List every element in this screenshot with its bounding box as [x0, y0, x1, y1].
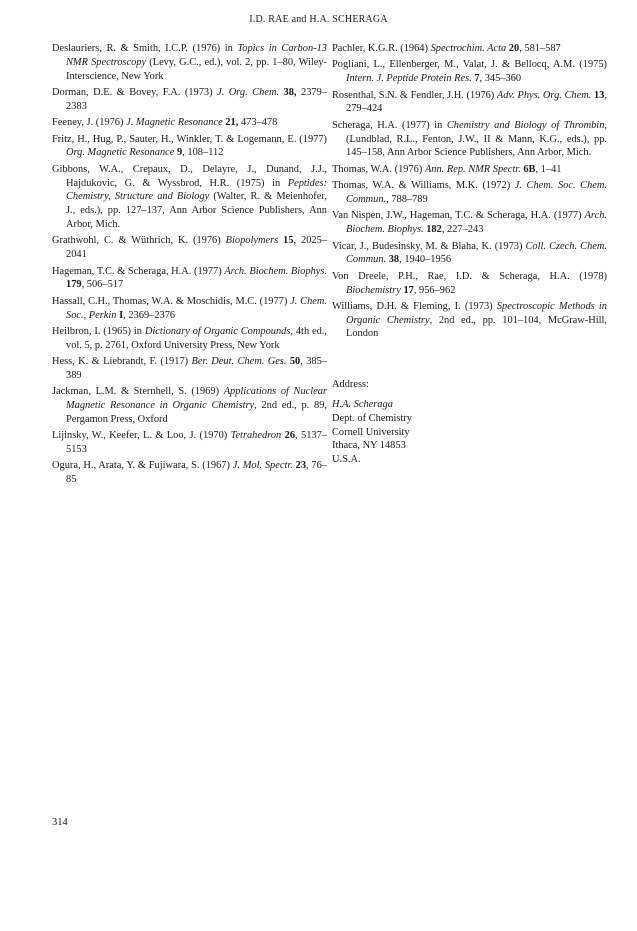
reference-title: Biopolymers [225, 235, 279, 247]
reference-text: , 385–389 [66, 356, 327, 381]
reference-text: Thomas, W.A. (1976) [332, 163, 425, 175]
reference-entry [332, 209, 607, 237]
reference-text: , 2nd ed., pp. 101–104, McGraw-Hill, London [346, 314, 608, 340]
reference-entry [332, 119, 607, 160]
reference-title: Intern. J. Peptide Protein Res. [346, 73, 472, 85]
reference-text: Ogura, H., Arata, Y. & Fujiwara, S. (1967) [52, 460, 233, 472]
reference-volume: 9 [177, 147, 183, 159]
reference-entry [52, 385, 327, 426]
reference-text: Rosenthal, S.N. & Fendler, J.H. (1976) [332, 89, 497, 101]
reference-text: Feeney, J. (1976) [52, 117, 127, 129]
reference-title: Org. Magnetic Resonance [66, 147, 175, 159]
address-line: Cornell University [332, 426, 410, 438]
reference-entry [52, 295, 327, 323]
running-head: I.D. RAE and H.A. SCHERAGA [249, 14, 388, 25]
reference-entry [52, 116, 327, 130]
reference-entry [332, 300, 607, 341]
reference-volume: 179 [66, 279, 82, 291]
reference-text: , 2nd ed., p. 89, Pergamon Press, Oxford [66, 400, 327, 425]
reference-entry [52, 234, 327, 262]
reference-text: , 4th ed., vol. 5, p. 2761, Oxford University Press, New York [66, 325, 328, 351]
reference-volume: 20 [508, 43, 520, 54]
reference-text: Thomas, W.A. & Williams, M.K. (1972) [332, 180, 515, 192]
reference-title: Dictionary of Organic Compounds [144, 325, 291, 337]
reference-text: , 76–85 [66, 460, 328, 486]
reference-entry [52, 325, 327, 353]
reference-text: 2379–2383 [66, 86, 327, 112]
reference-title: J. Chem. Soc. Chem. Commun. [346, 180, 607, 205]
references-right-list [332, 42, 607, 341]
page-number: 314 [52, 817, 68, 828]
reference-text: , (Lundblad, R.L., Fenton, J.W., II & Mann, K.G., eds.), pp. 145–158, Ann Arbor Science Publishers, Ann Arbor, Mich. [346, 119, 607, 159]
reference-text: Heilbron, I. (1965) in [52, 325, 145, 337]
reference-volume: 182 [426, 224, 442, 236]
reference-text: Grathwohl, C. & Wüthrich, K. (1976) [52, 235, 226, 247]
reference-title: Coll. Czech. Chem. Commun. [346, 240, 607, 266]
reference-text: Van Nispen, J.W., Hageman, T.C. & Scheraga, H.A. (1977) [332, 210, 585, 222]
address-line: U.S.A. [332, 454, 361, 466]
reference-entry [332, 89, 607, 117]
reference-text: Pachler, K.G.R. (1964) [332, 43, 431, 54]
reference-title: Topics in Carbon-13 NMR Spectroscopy [66, 43, 327, 68]
reference-text: , 108–112 [182, 147, 224, 159]
reference-title: J. Magnetic Resonance [126, 117, 223, 129]
address-label: Address: [332, 379, 369, 391]
reference-entry [332, 270, 607, 298]
reference-title: Adv. Phys. Org. Chem. [496, 89, 592, 101]
reference-text: Pogliani, L., Ellenberger, M., Valat, J. & Bellocq, A.M. (1975) [332, 59, 607, 71]
reference-text: Jackman, L.M. & Sternhell, S. (1969) [52, 386, 224, 398]
reference-text: (Levy, G.C., ed.), vol. 2, pp. 1–80, Wiley-Interscience, New York [66, 56, 328, 82]
address-name: H.A. Scheraga [332, 399, 393, 411]
reference-title: Arch. Biochem. Biophys. [346, 210, 607, 236]
reference-entry [332, 179, 607, 207]
reference-title: J. Mol. Spectr. [232, 460, 293, 472]
reference-text: Hassall, C.H., Thomas, W.A. & Moschidis, M.C. (1977) [52, 295, 291, 307]
reference-volume: 21, [225, 117, 239, 129]
reference-text: Lijinsky, W., Keefer, L. & Loo, J. (1970) [52, 430, 231, 442]
references-left-column [52, 42, 327, 490]
reference-entry [332, 58, 607, 86]
reference-volume: 38 [388, 254, 400, 266]
author-address [332, 378, 607, 467]
reference-entry [332, 163, 607, 177]
reference-volume: 38, [283, 86, 297, 98]
reference-entry [52, 429, 327, 457]
reference-text: Von Dreele, P.H., Rae, I.D. & Scheraga, H.A. (1978) [332, 270, 607, 282]
reference-entry [52, 163, 327, 232]
reference-title: Spectroscopic Methods in Organic Chemistry [346, 300, 607, 326]
reference-title: J. Org. Chem. [217, 86, 280, 98]
reference-text: , 2025–2041 [66, 235, 328, 261]
reference-volume: 23 [295, 460, 307, 472]
reference-entry [52, 42, 327, 83]
reference-entry [332, 240, 607, 268]
reference-title: Applications of Nuclear Magnetic Resonance in Organic Chemistry [66, 386, 327, 412]
reference-text: Vicar, J., Budesinsky, M. & Blaha, K. (1973) [332, 240, 526, 252]
address-line: Dept. of Chemistry [332, 412, 412, 424]
reference-text: , 5137–5153 [66, 430, 327, 456]
reference-title: Ber. Deut. Chem. Ges. [191, 356, 287, 368]
reference-text: , 581–587 [519, 43, 561, 54]
reference-volume: 17 [403, 284, 414, 296]
reference-text: , 2369–2376 [123, 309, 176, 321]
reference-volume: 15 [283, 235, 294, 247]
reference-entry [52, 133, 327, 161]
reference-text: Williams, D.H. & Fleming, I. (1973) [332, 300, 497, 312]
reference-text: , 506–517 [81, 279, 124, 291]
reference-volume: 6B [523, 163, 536, 175]
reference-text: , 1–41 [535, 163, 562, 175]
reference-text: , 279–424 [346, 89, 607, 115]
reference-text: Scheraga, H.A. (1977) in [332, 119, 447, 131]
reference-text: , 956–962 [413, 284, 456, 296]
reference-text: Dorman, D.E. & Bovey, F.A. (1973) [52, 86, 218, 98]
address-line: Ithaca, NY 14853 [332, 440, 406, 452]
reference-text: 473–478 [238, 117, 278, 129]
reference-volume: 13 [593, 89, 605, 101]
reference-text: , 345–360 [479, 73, 522, 85]
reference-entry [52, 459, 327, 487]
reference-text: , 227–243 [441, 224, 484, 236]
reference-volume: 26 [284, 430, 296, 442]
reference-title: Tetrahedron [230, 430, 282, 442]
reference-title: Chemistry and Biology of Thrombin [446, 119, 605, 131]
reference-title: Biochemistry [346, 284, 401, 296]
reference-text: (Walter, R. & Meienhofer, J., eds.), pp. 127–137, Ann Arbor Science Publishers, Ann Arbor, Mich. [66, 191, 327, 230]
reference-volume: 50 [289, 356, 301, 368]
reference-text: , 788–789 [386, 193, 428, 205]
reference-entry [52, 265, 327, 293]
reference-text: Fritz, H., Hug, P., Sauter, H., Winkler, T. & Logemann, E. (1977) [52, 133, 327, 145]
reference-title: Arch. Biochem. Biophys. [224, 265, 327, 277]
reference-title: Peptides: Chemistry, Structure and Biology [66, 177, 327, 203]
reference-text: Hageman, T.C. & Scheraga, H.A. (1977) [52, 265, 225, 277]
reference-volume: I [119, 309, 124, 321]
reference-text: Deslauriers, R. & Smith, I.C.P. (1976) in [52, 43, 238, 54]
reference-entry [52, 355, 327, 383]
reference-entry [332, 42, 607, 56]
reference-text: Gibbons, W.A., Crepaux, D., Delayre, J., Dunand, J.J., Hajdukovic, G. & Wyssbrod, H.R. (1975) in [52, 163, 327, 189]
reference-entry [52, 86, 327, 114]
reference-title: Ann. Rep. NMR Spectr. [424, 163, 521, 175]
reference-text: , 1940–1956 [399, 254, 452, 266]
reference-volume: 7 [474, 73, 480, 85]
reference-title: Spectrochim. Acta [430, 43, 507, 54]
reference-text: Hess, K. & Liebrandt, F. (1917) [52, 356, 192, 368]
references-right-column [332, 42, 607, 467]
reference-title: J. Chem. Soc., Perkin [66, 295, 327, 321]
